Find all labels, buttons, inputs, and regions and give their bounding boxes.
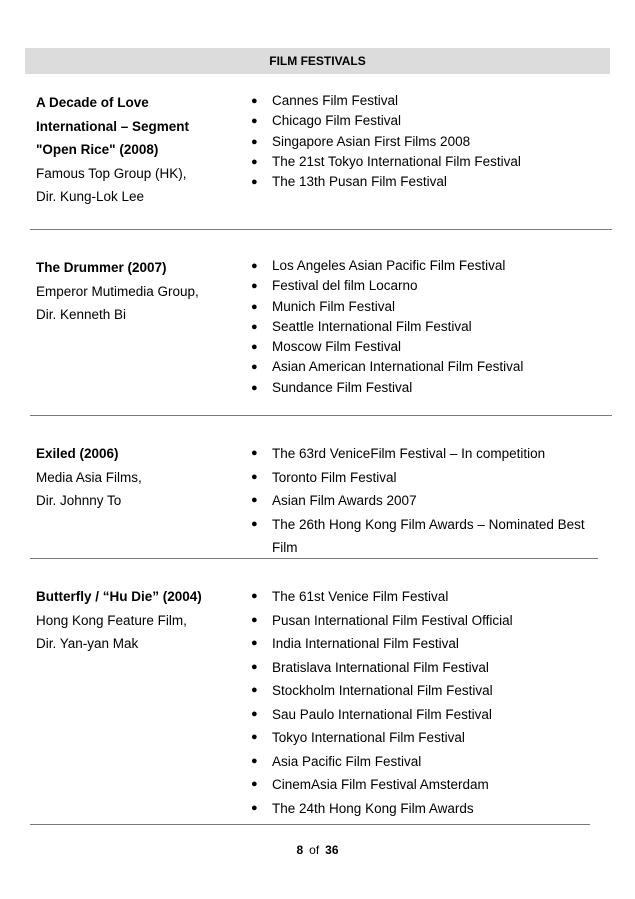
bullet-icon: ●: [251, 300, 258, 313]
festival-name: Cannes Film Festival: [272, 93, 399, 108]
festival-name: The 26th Hong Kong Film Awards – Nominated Best Film: [272, 516, 585, 555]
festival-list: [248, 442, 613, 560]
bullet-icon: ●: [251, 707, 258, 720]
film-info: [36, 585, 246, 656]
festival-item: [248, 703, 613, 727]
bullet-icon: ●: [251, 590, 258, 602]
festival-name: Seattle International Film Festival: [272, 318, 472, 334]
festival-item: [248, 513, 613, 560]
page-number: 8: [296, 843, 304, 857]
festival-item: [248, 656, 613, 680]
festival-item: [248, 256, 613, 276]
bullet-icon: ●: [251, 470, 258, 483]
festival-item: [248, 797, 613, 821]
divider: [30, 415, 612, 416]
festival-item: [248, 466, 613, 490]
festival-name: Toronto Film Festival: [272, 469, 397, 485]
festival-name: Los Angeles Asian Pacific Film Festival: [272, 258, 506, 273]
film-company: Hong Kong Feature Film,: [36, 612, 187, 628]
bullet-icon: ●: [251, 613, 258, 626]
section-header-title: FILM FESTIVALS: [269, 54, 366, 68]
section-header: [25, 48, 610, 74]
festival-item: [248, 152, 613, 172]
festival-list: [248, 585, 613, 820]
festival-name: Tokyo International Film Festival: [272, 730, 465, 745]
festival-item: [248, 317, 613, 337]
film-title: International – Segment: [36, 118, 190, 134]
page-of-label: of: [309, 843, 320, 857]
festival-item: [248, 773, 613, 797]
bullet-icon: ●: [251, 341, 258, 354]
bullet-icon: ●: [251, 754, 258, 767]
film-title: Exiled (2006): [36, 446, 119, 461]
page-footer: [0, 843, 635, 857]
festival-item: [248, 378, 613, 398]
bullet-icon: ●: [251, 176, 258, 189]
bullet-icon: ●: [251, 660, 258, 673]
film-title: A Decade of Love: [36, 95, 149, 110]
festival-item: [248, 679, 613, 703]
festival-name: Asian Film Awards 2007: [272, 493, 417, 508]
film-title: Butterfly / “Hu Die” (2004): [36, 589, 202, 604]
festival-name: The 61st Venice Film Festival: [272, 589, 449, 604]
divider: [30, 824, 590, 825]
bullet-icon: ●: [251, 260, 258, 272]
bullet-icon: ●: [251, 447, 258, 459]
bullet-icon: ●: [251, 361, 258, 374]
festival-name: Munich Film Festival: [272, 298, 396, 314]
festival-name: Sau Paulo International Film Festival: [272, 706, 492, 722]
bullet-icon: ●: [251, 155, 258, 168]
festival-name: The 21st Tokyo International Film Festival: [272, 153, 521, 169]
festival-name: Asia Pacific Film Festival: [272, 753, 422, 769]
film-title: The Drummer (2007): [36, 260, 167, 275]
page-total: 36: [325, 843, 339, 857]
festival-name: The 24th Hong Kong Film Awards: [272, 800, 474, 816]
bullet-icon: ●: [251, 381, 258, 394]
bullet-icon: ●: [251, 684, 258, 696]
festival-item: [248, 489, 613, 513]
bullet-icon: ●: [251, 135, 258, 148]
festival-item: [248, 357, 613, 377]
festival-item: [248, 337, 613, 357]
film-director: Dir. Kung-Lok Lee: [36, 189, 145, 204]
festival-name: Sundance Film Festival: [272, 379, 413, 395]
festival-name: CinemAsia Film Festival Amsterdam: [272, 777, 489, 792]
film-company: Media Asia Films,: [36, 469, 142, 485]
film-director: Dir. Yan-yan Mak: [36, 636, 139, 651]
bullet-icon: ●: [251, 731, 258, 743]
festival-item: [248, 726, 613, 750]
bullet-icon: ●: [251, 801, 258, 814]
bullet-icon: ●: [251, 494, 258, 506]
bullet-icon: ●: [251, 637, 258, 649]
festival-item: [248, 442, 613, 466]
bullet-icon: ●: [251, 320, 258, 333]
bullet-icon: ●: [251, 517, 258, 530]
festival-item: [248, 172, 613, 192]
festival-item: [248, 750, 613, 774]
festival-item: [248, 297, 613, 317]
film-info: [36, 91, 246, 209]
festival-name: Singapore Asian First Films 2008: [272, 133, 471, 149]
festival-name: The 13th Pusan Film Festival: [272, 174, 447, 190]
divider: [30, 229, 612, 230]
festival-list: [248, 256, 613, 398]
festival-name: Chicago Film Festival: [272, 113, 402, 129]
film-director: Dir. Johnny To: [36, 493, 122, 508]
festival-name: Moscow Film Festival: [272, 339, 402, 355]
festival-list: [248, 91, 613, 192]
festival-name: Festival del film Locarno: [272, 278, 418, 294]
festival-item: [248, 111, 613, 131]
festival-name: Stockholm International Film Festival: [272, 683, 493, 698]
festival-item: [248, 609, 613, 633]
festival-item: [248, 276, 613, 296]
film-title: "Open Rice" (2008): [36, 142, 159, 157]
bullet-icon: ●: [251, 778, 258, 790]
film-company: Famous Top Group (HK),: [36, 165, 187, 181]
bullet-icon: ●: [251, 95, 258, 107]
festival-name: India International Film Festival: [272, 636, 459, 651]
bullet-icon: ●: [251, 115, 258, 128]
film-info: [36, 256, 246, 327]
film-director: Dir. Kenneth Bi: [36, 307, 127, 322]
festival-name: Bratislava International Film Festival: [272, 659, 489, 675]
festival-item: [248, 632, 613, 656]
film-info: [36, 442, 246, 513]
bullet-icon: ●: [251, 280, 258, 293]
festival-name: Asian American International Film Festival: [272, 359, 524, 375]
festival-item: [248, 585, 613, 609]
divider: [30, 558, 598, 559]
festival-name: The 63rd VeniceFilm Festival – In competition: [272, 446, 546, 461]
festival-item: [248, 132, 613, 152]
festival-name: Pusan International Film Festival Official: [272, 612, 513, 628]
film-company: Emperor Mutimedia Group,: [36, 283, 199, 299]
festival-item: [248, 91, 613, 111]
